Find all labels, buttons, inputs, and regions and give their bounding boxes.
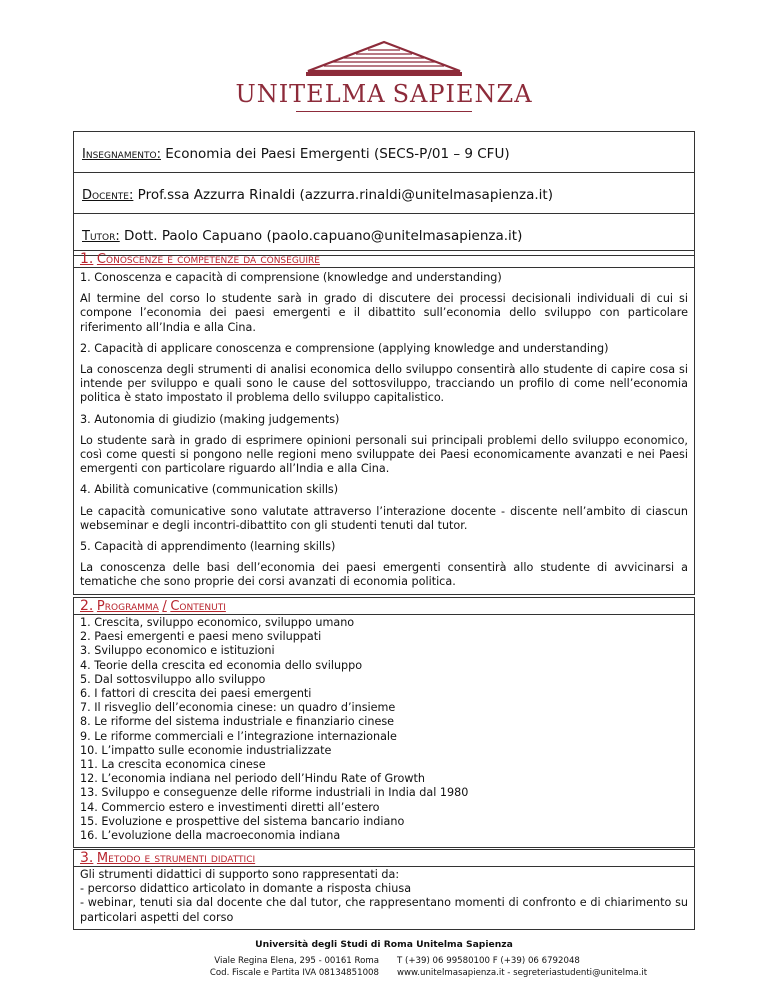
section-programma	[73, 597, 695, 848]
program-item: 7. Il risveglio dell’economia cinese: un quadro d’insieme	[80, 701, 396, 715]
footer-right	[397, 955, 647, 979]
section-1-body	[74, 268, 694, 594]
objective-heading: 3. Autonomia di giudizio (making judgements)	[80, 412, 340, 426]
section-2-number: 2.	[80, 598, 94, 614]
building-logo-icon	[300, 38, 468, 78]
tutor-row	[74, 214, 694, 255]
section-3-title: Metodo e strumenti didattici	[96, 851, 256, 866]
section-1-heading	[74, 251, 694, 268]
section-2-body	[74, 615, 694, 847]
section-1-title: Conoscenze e competenze da conseguire	[96, 252, 320, 267]
footer-fiscal: Cod. Fiscale e Partita IVA 08134851008	[209, 968, 379, 978]
method-item: - percorso didattico articolato in domante a risposta chiusa	[80, 882, 412, 896]
objective-text: Al termine del corso lo studente sarà in grado di discutere dei processi decisionali individuali di cui si compone l’economia dei paesi emergenti e il dibattito sull’economia dello sviluppo con particolare riferimento all’India e alla Cina.	[80, 292, 688, 334]
program-item: 10. L’impatto sulle economie industrializzate	[80, 743, 332, 757]
program-item: 13. Sviluppo e conseguenze delle riforme industriali in India dal 1980	[80, 786, 469, 800]
insegnamento-label: Insegnamento:	[82, 147, 161, 162]
footer-web: www.unitelmasapienza.it - segreteriastudenti@unitelma.it	[397, 968, 648, 978]
program-item: 8. Le riforme del sistema industriale e finanziario cinese	[80, 715, 395, 729]
program-item: 1. Crescita, sviluppo economico, sviluppo umano	[80, 616, 355, 629]
logo	[0, 38, 768, 112]
objective-text: La conoscenza delle basi dell’economia dei paesi emergenti consentirà allo studente di avvicinarsi a tematiche che sono proprie dei corsi avanzati di economia politica.	[80, 561, 688, 589]
docente-value: Prof.ssa Azzurra Rinaldi (azzurra.rinaldi@unitelmasapienza.it)	[137, 187, 553, 203]
footer-address: Viale Regina Elena, 295 - 00161 Roma	[214, 956, 379, 966]
footer	[0, 939, 768, 978]
section-3-body	[74, 867, 694, 929]
objective-heading: 4. Abilità comunicative (communication skills)	[80, 483, 339, 497]
objective-heading: 1. Conoscenza e capacità di comprensione (knowledge and understanding)	[80, 271, 502, 284]
program-item: 12. L’economia indiana nel periodo dell’Hindu Rate of Growth	[80, 772, 425, 786]
objective-text: Lo studente sarà in grado di esprimere opinioni personali sui principali problemi dello sviluppo economico, così come questi si pongono nelle regioni meno sviluppate dei Paesi economicamente avanzati e nei Paesi emergenti con particolare riguardo all’India e alla Cina.	[80, 433, 688, 476]
program-item: 15. Evoluzione e prospettive del sistema bancario indiano	[80, 814, 405, 828]
program-item: 14. Commercio estero e investimenti diretti all’estero	[80, 800, 380, 814]
section-conoscenze	[73, 250, 695, 595]
method-intro: Gli strumenti didattici di supporto sono rappresentati da:	[80, 868, 400, 881]
program-item: 11. La crescita economica cinese	[80, 758, 266, 772]
footer-phone: T (+39) 06 99580100 F (+39) 06 6792048	[397, 956, 580, 966]
section-2-title-b: Contenuti	[170, 599, 226, 614]
course-info-box	[73, 131, 695, 256]
section-2-title-a: Programma	[96, 599, 159, 614]
section-3-heading	[74, 850, 694, 867]
program-item: 9. Le riforme commerciali e l’integrazione internazionale	[80, 729, 397, 743]
program-item: 4. Teorie della crescita ed economia dello sviluppo	[80, 658, 363, 672]
objective-heading: 2. Capacità di applicare conoscenza e comprensione (applying knowledge and understanding)	[80, 341, 609, 355]
program-item: 16. L’evoluzione della macroeconomia indiana	[80, 829, 341, 843]
docente-row	[74, 173, 694, 214]
footer-title: Università degli Studi di Roma Unitelma Sapienza	[255, 939, 513, 950]
tutor-label: Tutor:	[82, 229, 120, 244]
program-item: 2. Paesi emergenti e paesi meno sviluppati	[80, 630, 322, 644]
logo-rule	[296, 111, 472, 112]
objective-heading: 5. Capacità di apprendimento (learning skills)	[80, 540, 336, 554]
section-2-heading	[74, 598, 694, 615]
docente-label: Docente:	[82, 188, 134, 203]
objective-text: Le capacità comunicative sono valutate attraverso l’interazione docente - discente nell’ambito di ciascun webseminar e degli incontri-dibattito con gli studenti tenuti dal tutor.	[80, 504, 688, 532]
section-2-separator: /	[162, 599, 167, 614]
objective-text: La conoscenza degli strumenti di analisi economica dello sviluppo consentirà allo studente di capire cosa si intende per sviluppo e quali sono le cause del sottosviluppo, tracciando un profilo di come nell’economia politica è stato impostato il problema dello sviluppo capitalistico.	[80, 363, 688, 405]
method-item: - webinar, tenuti sia dal docente che dal tutor, che rappresentano momenti di confronto e di chiarimento su particolari aspetti del corso	[80, 896, 688, 924]
program-item: 3. Sviluppo economico e istituzioni	[80, 644, 275, 658]
insegnamento-value: Economia dei Paesi Emergenti (SECS-P/01 – 9 CFU)	[165, 146, 510, 162]
section-3-number: 3.	[80, 850, 94, 866]
logo-line2: SAPIENZA	[392, 80, 533, 108]
section-1-number: 1.	[80, 251, 94, 267]
logo-wordmark	[0, 80, 768, 108]
logo-line1: UNITELMA	[235, 80, 386, 108]
program-item: 5. Dal sottosviluppo allo sviluppo	[80, 672, 266, 686]
program-item: 6. I fattori di crescita dei paesi emergenti	[80, 687, 312, 701]
insegnamento-row	[74, 132, 694, 173]
tutor-value: Dott. Paolo Capuano (paolo.capuano@unitelmasapienza.it)	[124, 228, 523, 244]
footer-left	[210, 955, 379, 979]
section-metodo	[73, 849, 695, 930]
